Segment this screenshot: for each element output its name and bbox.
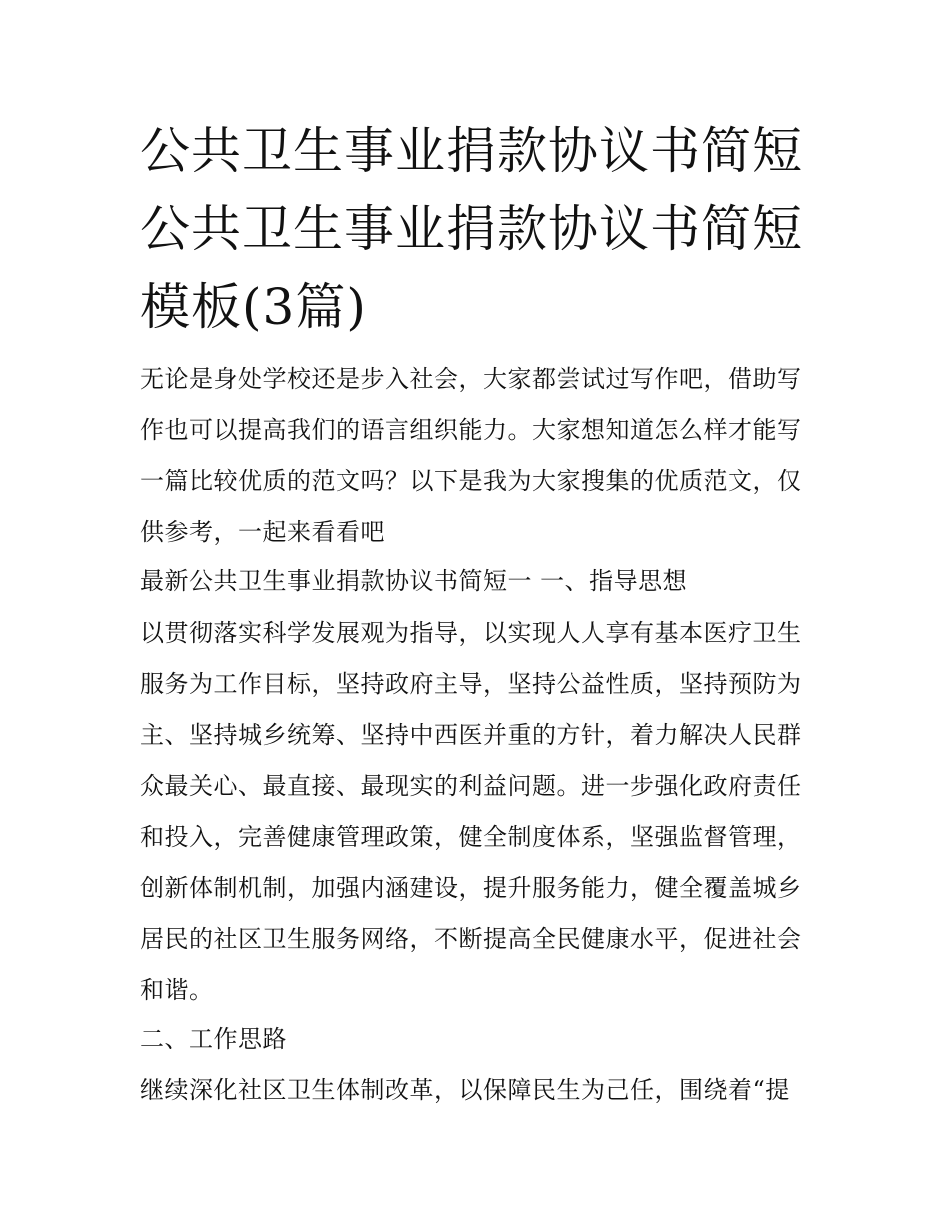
section-heading-guiding-ideology: 最新公共卫生事业捐款协议书简短一 一、指导思想	[140, 567, 688, 595]
work-approach-paragraph: 继续深化社区卫生体制改革，以保障民生为己任，围绕着“提	[140, 1076, 790, 1104]
intro-paragraph: 无论是身处学校还是步入社会，大家都尝试过写作吧，借助写作也可以提高我们的语言组织能力。大家想知道怎么样才能写一篇比较优质的范文吗？以下是我为大家搜集的优质范文，仅供参考，一起来看看吧	[140, 365, 802, 546]
document-title: 公共卫生事业捐款协议书简短 公共卫生事业捐款协议书简短模板(3篇)	[140, 122, 803, 336]
guiding-ideology-paragraph: 以贯彻落实科学发展观为指导，以实现人人享有基本医疗卫生服务为工作目标，坚持政府主导，坚持公益性质，坚持预防为主、坚持城乡统筹、坚持中西医并重的方针，着力解决人民群众最关心、最直接、最现实的利益问题。进一步强化政府责任和投入，完善健康管理政策，健全制度体系，坚强监督管理，创新体制机制，加强内涵建设，提升服务能力，健全覆盖城乡居民的社区卫生服务网络，不断提高全民健康水平，促进社会和谐。	[140, 619, 802, 1004]
section-heading-work-approach: 二、工作思路	[140, 1025, 287, 1053]
